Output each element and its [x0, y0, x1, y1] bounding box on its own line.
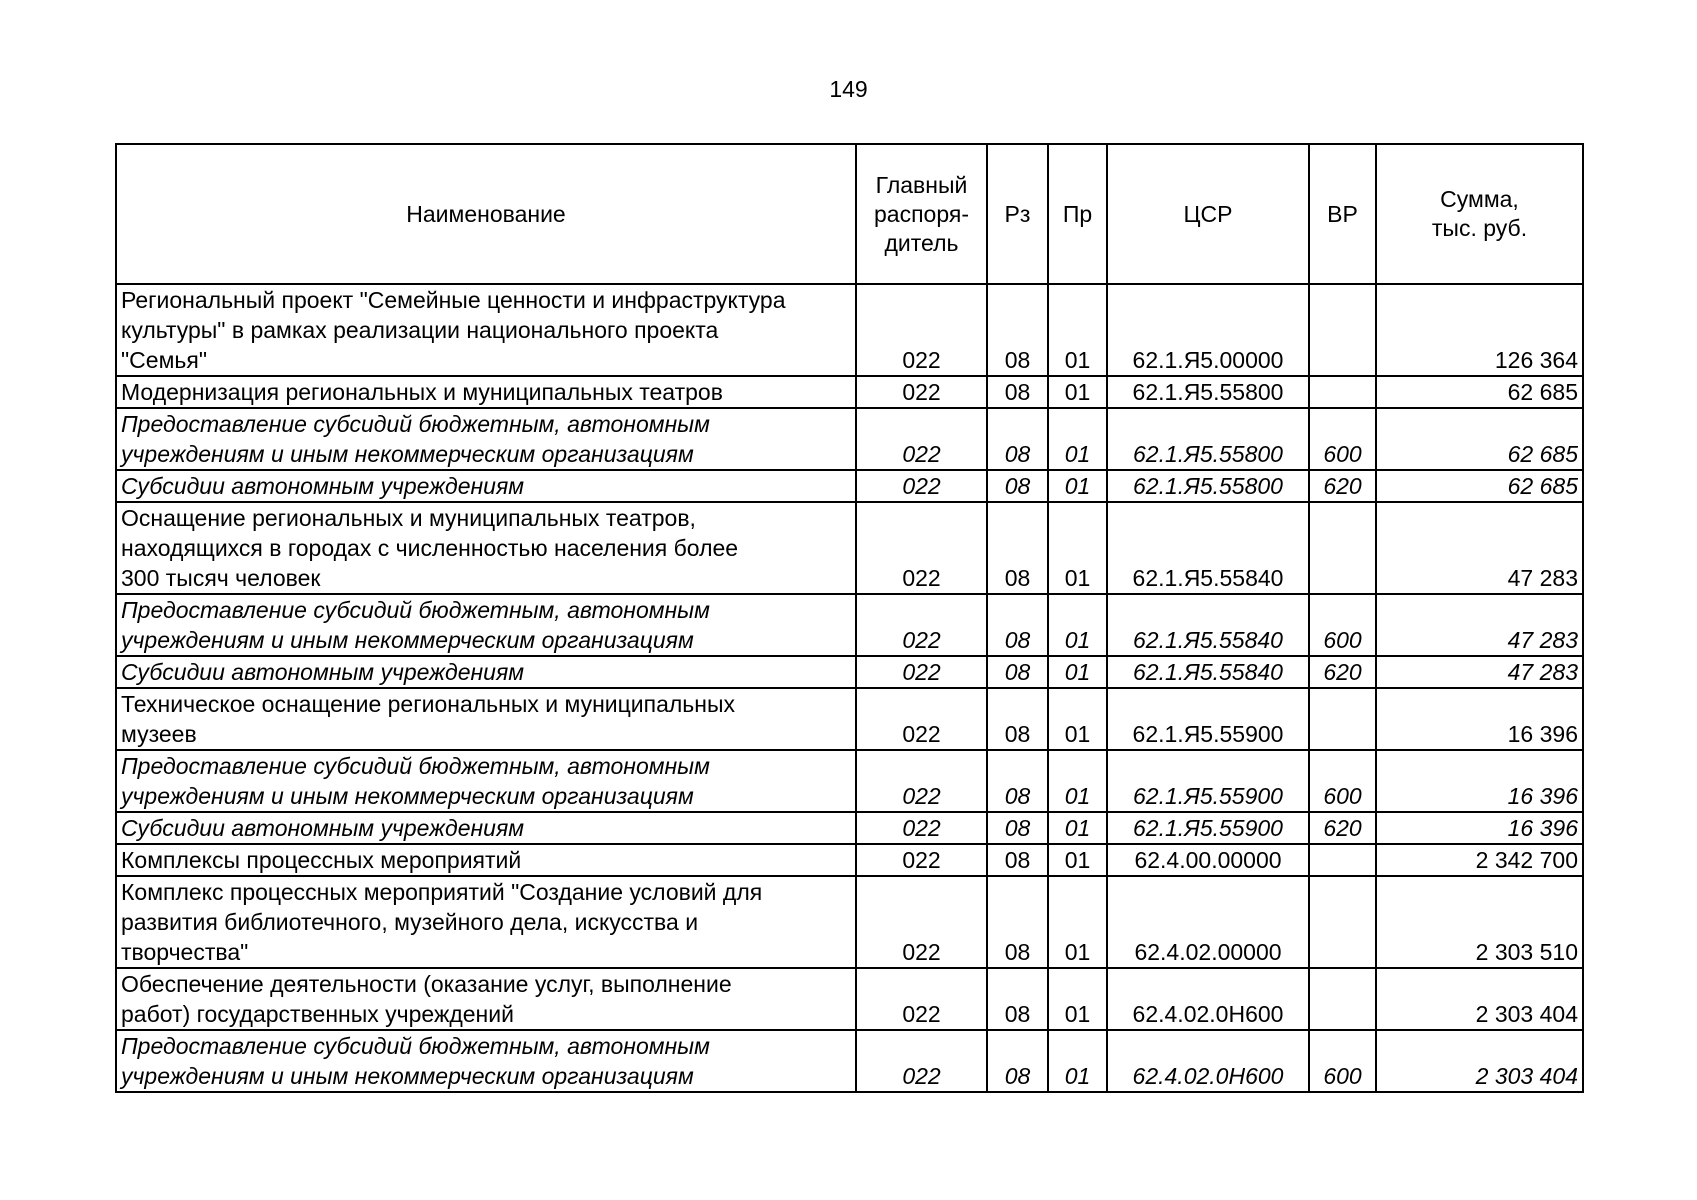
table-row	[116, 284, 1583, 376]
cell-csr: 62.1.Я5.55800	[1107, 408, 1309, 470]
cell-pr: 01	[1048, 656, 1107, 688]
cell-pr: 01	[1048, 688, 1107, 750]
cell-vr	[1309, 844, 1376, 876]
cell-csr: 62.4.00.00000	[1107, 844, 1309, 876]
cell-pr: 01	[1048, 470, 1107, 502]
cell-name-line: Предоставление субсидий бюджетным, автономным	[121, 1033, 710, 1059]
cell-csr: 62.1.Я5.55900	[1107, 688, 1309, 750]
cell-sum: 2 303 404	[1376, 968, 1583, 1030]
cell-sum: 62 685	[1376, 376, 1583, 408]
cell-sum: 126 364	[1376, 284, 1583, 376]
cell-manager-code: 022	[856, 594, 987, 656]
cell-pr: 01	[1048, 750, 1107, 812]
cell-rz: 08	[987, 876, 1048, 968]
cell-name-line: Субсидии автономным учреждениям	[121, 815, 525, 841]
cell-name	[116, 594, 856, 656]
cell-csr: 62.4.02.0Н600	[1107, 968, 1309, 1030]
cell-sum: 62 685	[1376, 408, 1583, 470]
cell-pr: 01	[1048, 594, 1107, 656]
cell-name	[116, 844, 856, 876]
cell-name	[116, 376, 856, 408]
table-row	[116, 408, 1583, 470]
cell-name-line: Предоставление субсидий бюджетным, автономным	[121, 597, 710, 623]
cell-name	[116, 408, 856, 470]
cell-name-line: учреждениям и иным некоммерческим организациям	[121, 783, 694, 809]
table-row	[116, 750, 1583, 812]
header-row	[116, 144, 1583, 284]
header-csr-label: ЦСР	[1183, 200, 1233, 227]
cell-vr	[1309, 968, 1376, 1030]
table-row	[116, 1030, 1583, 1092]
cell-name-line: работ) государственных учреждений	[121, 1001, 514, 1027]
cell-vr	[1309, 876, 1376, 968]
cell-manager-code: 022	[856, 812, 987, 844]
cell-name-line: Модернизация региональных и муниципальных театров	[121, 379, 723, 405]
cell-name	[116, 284, 856, 376]
header-manager-line: распоря-	[874, 200, 969, 227]
cell-name-line: развития библиотечного, музейного дела, искусства и	[121, 909, 699, 935]
cell-name-line: находящихся в городах с численностью населения более	[121, 535, 739, 561]
cell-manager-code: 022	[856, 656, 987, 688]
cell-pr: 01	[1048, 376, 1107, 408]
table-row	[116, 594, 1583, 656]
table-row	[116, 812, 1583, 844]
cell-manager-code: 022	[856, 408, 987, 470]
cell-vr	[1309, 688, 1376, 750]
cell-csr: 62.1.Я5.55900	[1107, 750, 1309, 812]
cell-csr: 62.1.Я5.55840	[1107, 594, 1309, 656]
header-manager-line: Главный	[875, 171, 968, 198]
header-vr-label: ВР	[1327, 200, 1358, 227]
cell-name	[116, 1030, 856, 1092]
header-csr	[1107, 144, 1309, 284]
cell-name-line: учреждениям и иным некоммерческим организациям	[121, 627, 694, 653]
header-sum	[1376, 144, 1583, 284]
header-manager-line: дитель	[884, 229, 959, 256]
cell-name-line: Оснащение региональных и муниципальных театров,	[121, 505, 696, 531]
cell-csr: 62.1.Я5.00000	[1107, 284, 1309, 376]
table-row	[116, 968, 1583, 1030]
cell-rz: 08	[987, 968, 1048, 1030]
cell-vr: 620	[1309, 656, 1376, 688]
cell-name	[116, 688, 856, 750]
cell-rz: 08	[987, 750, 1048, 812]
cell-name-line: Комплекс процессных мероприятий "Создание условий для	[121, 879, 763, 905]
cell-name-line: 300 тысяч человек	[121, 565, 321, 591]
cell-name	[116, 656, 856, 688]
cell-name-line: Комплексы процессных мероприятий	[121, 847, 522, 873]
cell-pr: 01	[1048, 876, 1107, 968]
cell-name-line: Предоставление субсидий бюджетным, автономным	[121, 753, 710, 779]
cell-sum: 47 283	[1376, 656, 1583, 688]
table-row	[116, 376, 1583, 408]
cell-pr: 01	[1048, 408, 1107, 470]
cell-rz: 08	[987, 502, 1048, 594]
cell-manager-code: 022	[856, 688, 987, 750]
cell-manager-code: 022	[856, 968, 987, 1030]
header-name	[116, 144, 856, 284]
cell-rz: 08	[987, 844, 1048, 876]
cell-csr: 62.1.Я5.55840	[1107, 502, 1309, 594]
header-sum-line: Сумма,	[1440, 186, 1519, 212]
cell-name-line: Субсидии автономным учреждениям	[121, 473, 525, 499]
cell-name-line: "Семья"	[121, 347, 207, 373]
cell-csr: 62.4.02.0Н600	[1107, 1030, 1309, 1092]
cell-sum: 2 342 700	[1376, 844, 1583, 876]
cell-sum: 16 396	[1376, 812, 1583, 844]
cell-manager-code: 022	[856, 284, 987, 376]
cell-sum: 16 396	[1376, 688, 1583, 750]
table-row	[116, 656, 1583, 688]
cell-csr: 62.1.Я5.55800	[1107, 470, 1309, 502]
cell-sum: 47 283	[1376, 502, 1583, 594]
cell-vr: 620	[1309, 470, 1376, 502]
header-manager	[856, 144, 987, 284]
cell-manager-code: 022	[856, 876, 987, 968]
cell-name	[116, 968, 856, 1030]
header-vr	[1309, 144, 1376, 284]
table-row	[116, 470, 1583, 502]
cell-name-line: культуры" в рамках реализации национального проекта	[121, 317, 719, 343]
table-row	[116, 688, 1583, 750]
table-row	[116, 876, 1583, 968]
cell-name-line: Обеспечение деятельности (оказание услуг, выполнение	[121, 971, 732, 997]
cell-rz: 08	[987, 408, 1048, 470]
cell-vr: 600	[1309, 750, 1376, 812]
cell-name-line: Субсидии автономным учреждениям	[121, 659, 525, 685]
cell-sum: 47 283	[1376, 594, 1583, 656]
cell-name-line: творчества"	[121, 939, 249, 965]
cell-name	[116, 876, 856, 968]
header-rz-label: Рз	[1004, 200, 1031, 227]
cell-pr: 01	[1048, 968, 1107, 1030]
cell-manager-code: 022	[856, 376, 987, 408]
cell-name-line: Техническое оснащение региональных и муниципальных	[121, 691, 736, 717]
table-row	[116, 844, 1583, 876]
cell-vr	[1309, 376, 1376, 408]
budget-table	[115, 143, 1584, 1093]
header-pr-label: Пр	[1062, 200, 1093, 227]
cell-sum: 2 303 510	[1376, 876, 1583, 968]
table-body	[116, 284, 1583, 1092]
cell-name	[116, 502, 856, 594]
cell-sum: 62 685	[1376, 470, 1583, 502]
header-rz	[987, 144, 1048, 284]
cell-vr: 620	[1309, 812, 1376, 844]
cell-csr: 62.1.Я5.55800	[1107, 376, 1309, 408]
cell-csr: 62.1.Я5.55840	[1107, 656, 1309, 688]
cell-manager-code: 022	[856, 502, 987, 594]
cell-rz: 08	[987, 470, 1048, 502]
cell-csr: 62.1.Я5.55900	[1107, 812, 1309, 844]
cell-vr	[1309, 502, 1376, 594]
cell-name	[116, 470, 856, 502]
cell-rz: 08	[987, 594, 1048, 656]
cell-sum: 16 396	[1376, 750, 1583, 812]
cell-sum: 2 303 404	[1376, 1030, 1583, 1092]
cell-manager-code: 022	[856, 750, 987, 812]
cell-pr: 01	[1048, 1030, 1107, 1092]
cell-name-line: учреждениям и иным некоммерческим организациям	[121, 441, 694, 467]
cell-vr: 600	[1309, 594, 1376, 656]
cell-rz: 08	[987, 284, 1048, 376]
cell-pr: 01	[1048, 812, 1107, 844]
cell-name-line: учреждениям и иным некоммерческим организациям	[121, 1063, 694, 1089]
cell-pr: 01	[1048, 284, 1107, 376]
cell-manager-code: 022	[856, 470, 987, 502]
cell-vr	[1309, 284, 1376, 376]
cell-pr: 01	[1048, 844, 1107, 876]
page-number: 149	[829, 76, 868, 102]
table-row	[116, 502, 1583, 594]
cell-rz: 08	[987, 656, 1048, 688]
cell-rz: 08	[987, 812, 1048, 844]
cell-rz: 08	[987, 376, 1048, 408]
header-pr	[1048, 144, 1107, 284]
cell-rz: 08	[987, 1030, 1048, 1092]
cell-pr: 01	[1048, 502, 1107, 594]
cell-rz: 08	[987, 688, 1048, 750]
cell-manager-code: 022	[856, 844, 987, 876]
cell-vr: 600	[1309, 408, 1376, 470]
cell-vr: 600	[1309, 1030, 1376, 1092]
cell-name	[116, 750, 856, 812]
header-sum-line: тыс. руб.	[1431, 215, 1528, 241]
cell-csr: 62.4.02.00000	[1107, 876, 1309, 968]
header-name-label: Наименование	[406, 200, 566, 227]
cell-name	[116, 812, 856, 844]
cell-name-line: Предоставление субсидий бюджетным, автономным	[121, 411, 710, 437]
cell-name-line: музеев	[121, 721, 197, 747]
cell-manager-code: 022	[856, 1030, 987, 1092]
cell-name-line: Региональный проект "Семейные ценности и инфраструктура	[121, 287, 786, 313]
